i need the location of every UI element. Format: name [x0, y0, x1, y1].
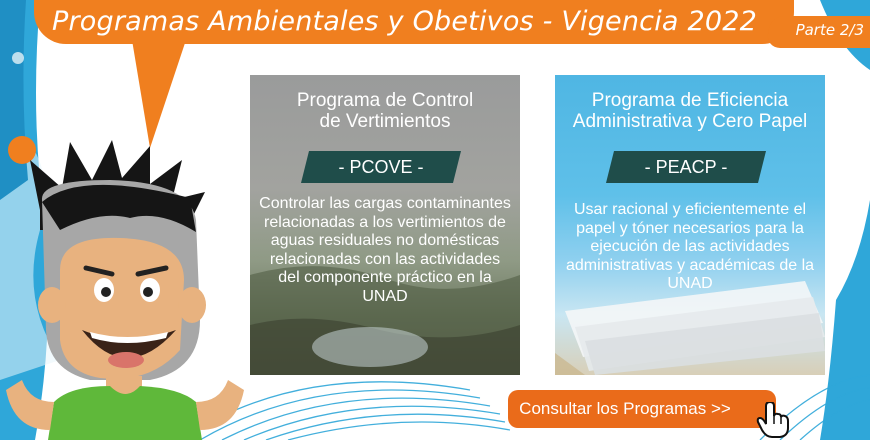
consult-programs-button[interactable]: Consultar los Programas >>	[508, 390, 776, 428]
program-title	[555, 90, 825, 132]
program-description: Usar racional y eficientemente el papel y tóner necesarios para la ejecución de las actividades administrativas y académicas de la UNAD	[565, 201, 815, 292]
program-code: - PCOVE -	[338, 157, 424, 177]
pointing-hand-icon	[756, 402, 790, 438]
page-title: Programas Ambientales y Obetivos - Vigencia 2022	[52, 6, 757, 37]
program-title-line2: de Vertimientos	[319, 111, 451, 132]
program-title-line2: Administrativa y Cero Papel	[572, 111, 808, 132]
program-title	[250, 90, 520, 132]
program-card-pcove	[250, 75, 520, 375]
program-card-peacp	[555, 75, 825, 375]
program-code: - PEACP -	[644, 157, 728, 177]
program-description: Controlar las cargas contaminantes relacionadas a los vertimientos de aguas residuales no domésticas relacionadas con las actividades del componente práctico en la UNAD	[259, 195, 511, 305]
program-title-line1: Programa de Control	[296, 90, 474, 111]
part-label: Parte 2/3	[795, 21, 864, 39]
mascot-illustration	[0, 140, 250, 440]
program-title-line1: Programa de Eficiencia	[591, 90, 789, 111]
